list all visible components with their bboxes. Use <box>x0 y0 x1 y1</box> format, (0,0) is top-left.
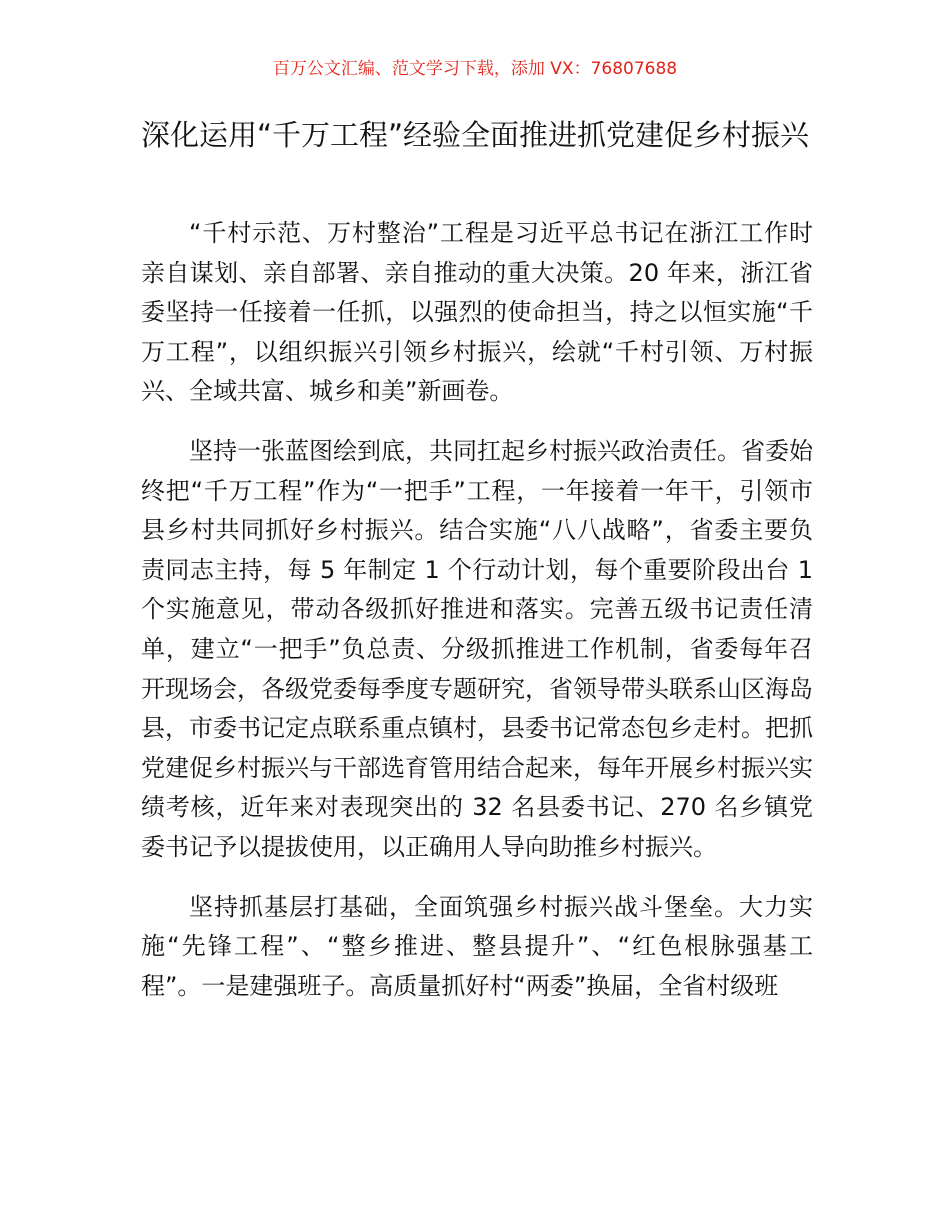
document-body <box>141 214 813 1026</box>
paragraph-3: 坚持抓基层打基础，全面筑强乡村振兴战斗堡垒。大力实施“先锋工程”、“整乡推进、整县提升”、“红色根脉强基工程”。一是建强班子。高质量抓好村“两委”换届，全省村级班 <box>141 892 813 1000</box>
paragraph-1: “千村示范、万村整治”工程是习近平总书记在浙江工作时亲自谋划、亲自部署、亲自推动的重大决策。20 年来，浙江省委坚持一任接着一任抓，以强烈的使命担当，持之以恒实施“千万工程”，以组织振兴引领乡村振兴，绘就“千村引领、万村振兴、全域共富、城乡和美”新画卷。 <box>141 219 813 406</box>
paragraph-2: 坚持一张蓝图绘到底，共同扛起乡村振兴政治责任。省委始终把“千万工程”作为“一把手”工程，一年接着一年干，引领市县乡村共同抓好乡村振兴。结合实施“八八战略”，省委主要负责同志主持，每 5 年制定 1 个行动计划，每个重要阶段出台 1 个实施意见，带动各级抓好推进和落实。完善五级书记责任清单，建立“一把手”负总责、分级抓推进工作机制，省委每年召开现场会，各级党委每季度专题研究，省领导带头联系山区海岛县，市委书记定点联系重点镇村，县委书记常态包乡走村。把抓党建促乡村振兴与干部选育管用结合起来，每年开展乡村振兴实绩考核，近年来对表现突出的 32 名县委书记、270 名乡镇党委书记予以提拔使用，以正确用人导向助推乡村振兴。 <box>141 436 813 861</box>
document-title: 深化运用“千万工程”经验全面推进抓党建促乡村振兴 <box>140 118 810 152</box>
header-note: 百万公文汇编、范文学习下载，添加 VX：76807688 <box>272 59 678 79</box>
